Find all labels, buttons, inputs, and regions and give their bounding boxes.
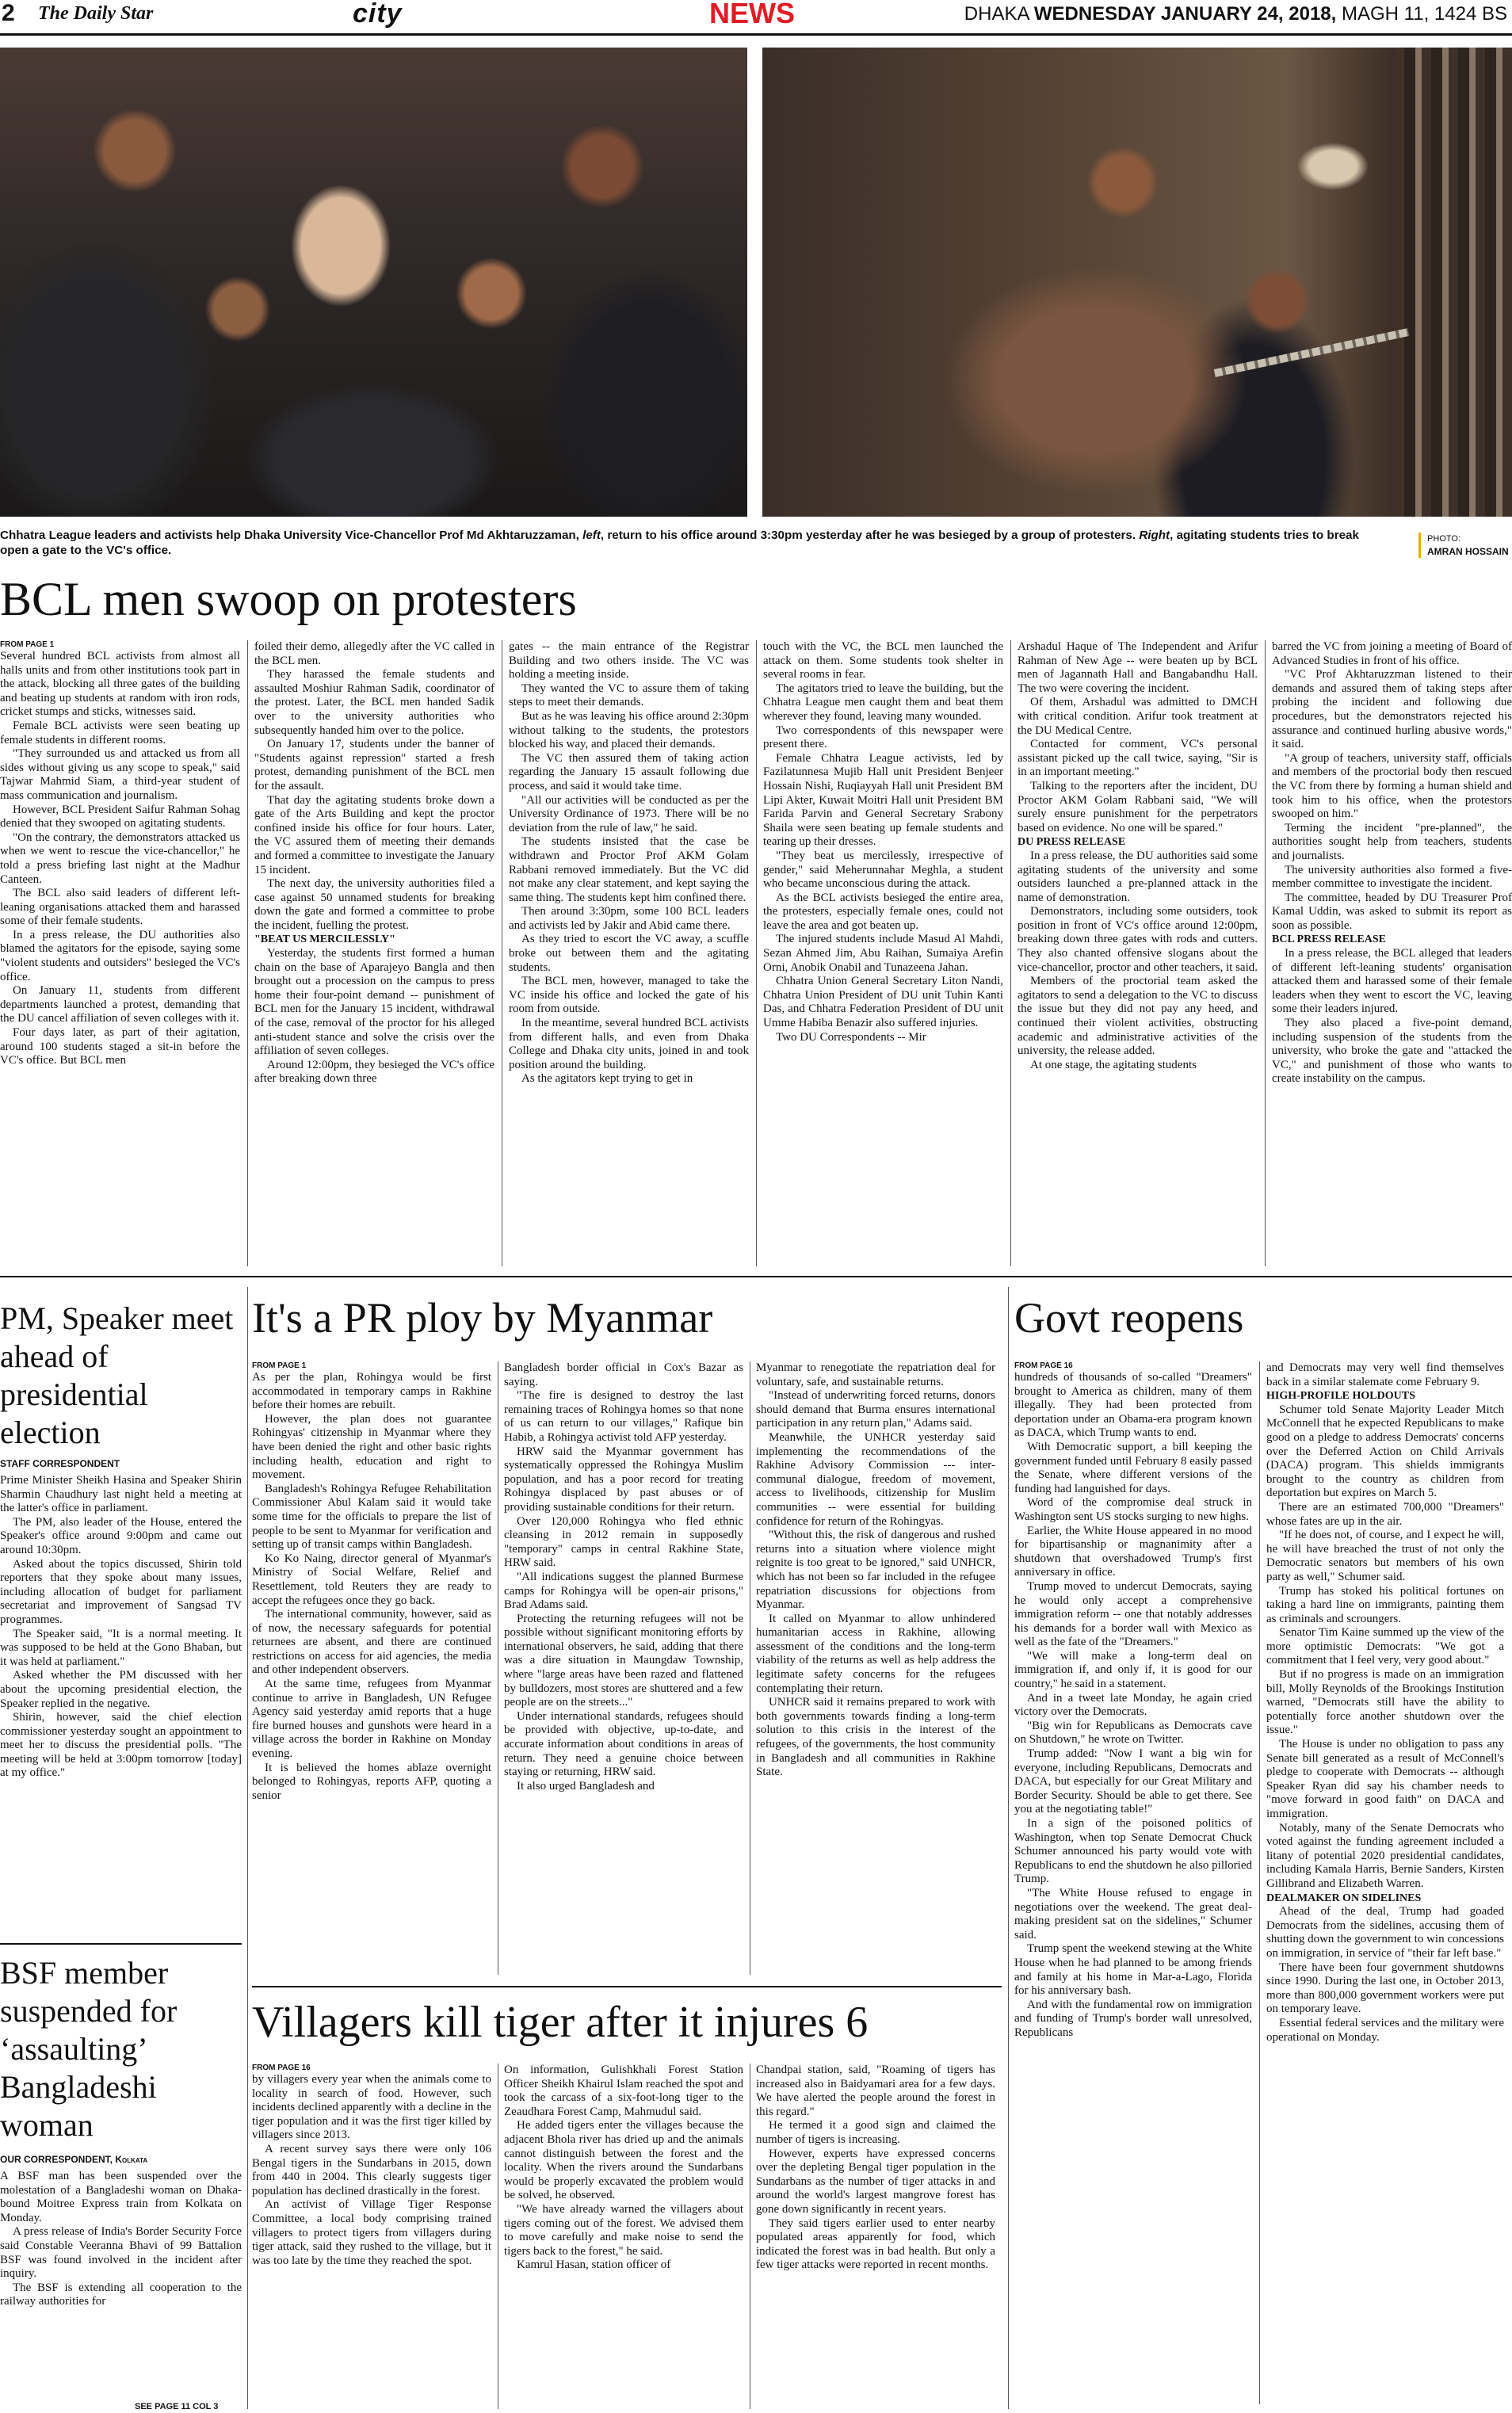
paragraph: It is believed the homes ablaze overnight belonged to Rohingyas, reports AFP, quoting a senior [252, 1761, 491, 1802]
paragraph: He termed it a good sign and claimed the number of tigers is increasing. [756, 2119, 995, 2146]
paragraph: Meanwhile, the UNHCR yesterday said implementing the recommendations of the Rakhine Advisory Commission --- inter-communal dialogue, freedom of movement, access to livelihoods, citizenship for Muslim communities -- were essential for building confidence for return of the Rohingyas. [756, 1430, 995, 1528]
section-divider [252, 1986, 1002, 1987]
from-page-label: FROM PAGE 16 [1014, 1361, 1073, 1370]
byline: STAFF CORRESPONDENT [0, 1458, 120, 1469]
paragraph: Asked whether the PM discussed with her about the upcoming presidential election, the Speaker replied in the negative. [0, 1669, 242, 1710]
photo-vc-escorted [0, 48, 747, 517]
paragraph: Four days later, as part of their agitation, around 100 students staged a sit-in before the VC's office. But BCL men [0, 1026, 240, 1067]
paragraph: Prime Minister Sheikh Hasina and Speaker Shirin Sharmin Chaudhury last night held a meeting at the latter's office in parliament. [0, 1474, 242, 1515]
paragraph: The Speaker said, "It is a normal meeting. It was supposed to be held at the Gono Bhaban, but it was held at parliament." [0, 1627, 242, 1668]
paragraph: "Big win for Republicans as Democrats cave on Shutdown," he wrote on Twitter. [1014, 1719, 1252, 1747]
paragraph: A recent survey says there were only 106 Bengal tigers in the Sundarbans in 2015, down from 440 in 2004. This clearly suggests tiger population has declined drastically in the forest. [252, 2142, 491, 2197]
paragraph: They harassed the female students and assaulted Moshiur Rahman Sadik, coordinator of the protest. Later, the BCL men handed Sadik over to the university authorities who subsequently handed him over to the police. [254, 668, 494, 737]
photo-caption [0, 528, 1379, 558]
paragraph: However, the plan does not guarantee Rohingyas' citizenship in Myanmar where they have been denied the right and other basic rights including health, education and right to movement. [252, 1412, 491, 1482]
paragraph: Of them, Arshadul was admitted to DMCH with critical condition. Arifur took treatment at the DU Medical Centre. [1018, 696, 1258, 737]
pm-article [0, 1457, 242, 1932]
paragraph: Ahead of the deal, Trump had goaded Democrats from the sidelines, accusing them of shutting down the government to win concessions on immigration, in service of "their far left base." [1266, 1905, 1504, 1960]
paragraph: Chhatra Union General Secretary Liton Nandi, Chhatra Union President of DU unit Tuhin Kanti Das, and Chhatra Federation President of DU unit Umme Habiba Benazir also suffered injuries. [763, 975, 1003, 1030]
paragraph: "We have already warned the villagers about tigers coming out of the forest. We advised them to move carefully and make noise to send the tigers back to the forest," he said. [504, 2202, 743, 2258]
paragraph: Schumer told Senate Majority Leader Mitch McConnell that he expected Republicans to make good on a pledge to address Democrats' concerns over the Deferred Action on Child Arrivals (DACA) program. This shields immigrants brought to the country as children from deportation but expires on March 5. [1266, 1403, 1504, 1500]
paragraph: Several hundred BCL activists from almost all halls units and from other institutions took part in the attack, blocking all three gates of the building and beating up students at random with iron rods, cricket stumps and sticks, witnesses said. [0, 650, 240, 719]
paragraph: "If he does not, of course, and I expect he will, he will have breached the trust of not only the Democratic senators but members of his own party as well," Schumer said. [1266, 1529, 1504, 1583]
paragraph: And in a tweet late Monday, he again cried victory over the Democrats. [1014, 1691, 1252, 1719]
from-page-label: FROM PAGE 1 [252, 1361, 307, 1370]
column-rule [247, 640, 248, 1266]
bcl-column [1018, 640, 1258, 1266]
paragraph: "On the contrary, the demonstrators attacked us when we went to rescue the vice-chancellor," he told a press briefing last night at the Madhur Canteen. [0, 830, 240, 886]
paragraph: Contacted for comment, VC's personal assistant picked up the call twice, saying, "Sir is in an important meeting." [1018, 738, 1258, 779]
subheading: DU PRESS RELEASE [1018, 836, 1126, 849]
news-label: NEWS [709, 0, 795, 29]
bcl-column [1272, 640, 1512, 1266]
column-rule [1008, 1287, 1009, 2409]
paragraph: They also placed a five-point demand, including suspension of the students from the university, who broke the gate and "attacked the VC," and punishment of those who wants to create instability on the campus. [1272, 1017, 1512, 1086]
paper-name: The Daily Star [38, 3, 154, 24]
pr-column [252, 1361, 491, 1975]
see-page-jump[interactable]: SEE PAGE 11 COL 3 [135, 2402, 219, 2411]
from-page-label: FROM PAGE 16 [252, 2064, 311, 2072]
paragraph: Protecting the returning refugees will not be possible without significant monitoring efforts by international observers, he said, adding that there was a dire situation in Maungdaw Township, where "large areas have been razed and flattened by bulldozers, most stores are shuttered and a few people are on the streets..." [504, 1612, 743, 1709]
dateline-date: WEDNESDAY JANUARY 24, 2018, [1033, 3, 1337, 25]
paragraph: However, BCL President Saifur Rahman Sohag denied that they swooped on agitating students. [0, 803, 240, 830]
bcl-column [509, 640, 749, 1266]
bcl-column [763, 640, 1003, 1266]
paragraph: and Democrats may very well find themselves back in a similar stalemate come February 9. [1266, 1361, 1504, 1388]
paragraph: The next day, the university authorities filed a case against 50 unnamed students for breaking down the gate and formed a committee to probe the incident, fuelling the protest. [254, 877, 494, 932]
paragraph: Two DU Correspondents -- Mir [776, 1030, 926, 1044]
paragraph: The university authorities also formed a five-member committee to investigate the incident. [1272, 863, 1512, 891]
caption-right-label: Right [1139, 529, 1170, 542]
subheading: "BEAT US MERCILESSLY" [254, 934, 395, 946]
paragraph: "The White House refused to engage in negotiations over the weekend. The great deal-making president sat on the sidelines," Schumer said. [1014, 1886, 1252, 1941]
paragraph: "All indications suggest the planned Burmese camps for Rohingya will be open-air prisons," Brad Adams said. [504, 1570, 743, 1612]
paragraph: "All our activities will be conducted as per the University Ordinance of 1973. There will be no deviation from the rule of law," he said. [509, 793, 749, 834]
bcl-column [254, 640, 494, 1266]
subheading: BCL PRESS RELEASE [1272, 934, 1386, 946]
tiger-column [504, 2064, 743, 2409]
paragraph: Senator Tim Kaine summed up the view of the more optimistic Democrats: "We got a commitment that I feel very, very good about." [1266, 1626, 1504, 1667]
paragraph: "We will make a long-term deal on immigration if, and only if, it is good for our country," he said in a statement. [1014, 1649, 1252, 1691]
paragraph: hundreds of thousands of so-called "Dreamers" brought to America as children, many of them illegally. They had been protected from deportation under an Obama-era program known as DACA, which Trump wants to end. [1014, 1371, 1252, 1440]
paragraph: touch with the VC, the BCL men launched the attack on them. Some students took shelter in several rooms in fear. [763, 640, 1003, 682]
paragraph: But if no progress is made on an immigration bill, Molly Reynolds of the Brookings Institution warned, "Democrats still have the ability to potentially force another shutdown over the issue." [1266, 1668, 1504, 1737]
paragraph: That day the agitating students broke down a gate of the Arts Building and kept the proctor confined inside his office for four hours. Later, the VC assured them of meeting their demands and formed a committee to investigate the January 15 incident. [254, 793, 494, 876]
paragraph: Female BCL activists were seen beating up female students in different rooms. [0, 719, 240, 746]
bsf-article [0, 2152, 242, 2401]
paragraph: There have been four government shutdowns since 1990. During the last one, in October 2013, more than 800,000 government workers were put on temporary leave. [1266, 1961, 1504, 2016]
paragraph: The injured students include Masud Al Mahdi, Sezan Ahmed Jim, Abu Raihan, Sumaiya Arefin Orni, Anobik Onabil and Tunazeena Jahan. [763, 933, 1003, 974]
dateline-city: DHAKA [964, 3, 1034, 25]
paragraph: Kamrul Hasan, station officer of [517, 2258, 671, 2272]
paragraph: The committee, headed by DU Treasurer Prof Kamal Uddin, was asked to submit its report as soon as possible. [1272, 891, 1512, 932]
byline: OUR CORRESPONDENT, Kolkata [0, 2154, 148, 2165]
photo-credit [1418, 533, 1512, 558]
paragraph: The VC then assured them of taking action regarding the January 15 assault following due process, and said it would take time. [509, 751, 749, 792]
caption-text: Chhatra League leaders and activists help Dhaka University Vice-Chancellor Prof Md Akhtaruzzaman, [0, 529, 583, 542]
gate-bars-graphic [1404, 48, 1512, 517]
paragraph: In a press release, the DU authorities also blamed the agitators for the episode, saying some "violent students and outsiders" besieged the VC's office. [0, 928, 240, 983]
paragraph: The BSF is extending all cooperation to the railway authorities for [0, 2281, 242, 2308]
paragraph: Terming the incident "pre-planned", the authorities sought help from teachers, students and journalists. [1272, 821, 1512, 862]
subheading: HIGH-PROFILE HOLDOUTS [1266, 1390, 1415, 1403]
caption-text: , return to his office around 3:30pm yesterday after he was besieged by a group of protesters. [600, 529, 1140, 542]
paragraph: The PM, also leader of the House, entered the Speaker's office around 9:00pm and came out around 10:30pm. [0, 1515, 242, 1556]
caption-text: , agitating students tries to break open a gate to the VC's office. [0, 529, 1359, 557]
paragraph: In the meantime, several hundred BCL activists from different halls, and even from Dhaka College and Dhaka city units, joined in and took position around the building. [509, 1017, 749, 1071]
paragraph: The agitators tried to leave the building, but the Chhatra League men caught them and beat them wherever they found, leaving many wounded. [763, 682, 1003, 723]
paragraph: As they tried to escort the VC away, a scuffle broke out between them and the agitating students. [509, 933, 749, 974]
paragraph: Yesterday, the students first formed a human chain on the base of Aparajeyo Bangla and then brought out a procession on the campus to press home their four-point demand -- punishment of BCL men for the January 15 incident, withdrawal of the case, removal of the proctor for his alleged anti-student stance and solve the crisis over the affiliation of seven colleges. [254, 947, 494, 1058]
paragraph: In a press release, the BCL alleged that leaders of different left-leaning students' organisation attacked them and harassed some of their female leaders when they went to escort the VC, leaving some their leaders injured. [1272, 947, 1512, 1016]
paragraph: Under international standards, refugees should be provided with objective, up-to-date, and accurate information about conditions in areas of return. They need a genuine choice between staying or returning, HRW said. [504, 1709, 743, 1779]
paragraph: Chandpai station, said, "Roaming of tigers has increased also in Baidyamari area for a few days. We have alerted the people around the forest in this regard." [756, 2064, 995, 2118]
caption-left-label: left [582, 529, 601, 542]
paragraph: by villagers every year when the animals come to locality in search of food. However, such incidents declined apparently with a decline in the tiger population and it was the first tiger killed by villagers since 2013. [252, 2073, 491, 2142]
paragraph: Trump moved to undercut Democrats, saying he would only accept a comprehensive immigration reform -- one that notably addresses his demands for a border wall with Mexico as well as the fate of the "Dreamers." [1014, 1579, 1252, 1649]
masthead-rule [0, 33, 1512, 36]
paragraph: Myanmar to renegotiate the repatriation deal for voluntary, safe, and sustainable returns. [756, 1361, 995, 1388]
tiger-column [252, 2064, 491, 2409]
paragraph: A BSF man has been suspended over the molestation of a Bangladeshi woman on Dhaka-bound Moitree Express train from Kolkata on Monday. [0, 2170, 242, 2224]
paragraph: At one stage, the agitating students [1030, 1058, 1197, 1071]
column-rule [247, 1287, 248, 2409]
paragraph: Arshadul Haque of The Independent and Arifur Rahman of New Age -- were beaten up by BCL men of Jagannath Hall and Bangabandhu Hall. The two were covering the incident. [1018, 640, 1258, 695]
paragraph: The BCL also said leaders of different left-leaning organisations attacked them and harassed some of their female students. [0, 887, 240, 928]
paragraph: In a press release, the DU authorities said some agitating students of the university and some outsiders launched a pre-planned attack in the name of demonstration. [1018, 849, 1258, 904]
paragraph: Asked about the topics discussed, Shirin told reporters that they spoke about many issues, including allocation of budget for parliament secretariat and improvement of Sangsad TV programmes. [0, 1557, 242, 1626]
pr-column [756, 1361, 995, 1975]
paragraph: Female Chhatra League activists, led by Fazilatunnesa Mujib Hall unit President Benjeer Hossain Nishi, Ruqiayyah Hall unit President BM Lipi Akter, Kuwait Moitri Hall unit President BM Farida Parvin and General Secretary Srabony Shaila were seen beating up female students and tearing up their dresses. [763, 751, 1003, 849]
paragraph: As the BCL activists besieged the entire area, the protesters, especially female ones, could not leave the area and got beaten up. [763, 891, 1003, 932]
paragraph: "Without this, the risk of dangerous and rushed returns into a situation where violence might reignite is too great to be ignored," said UNHCR, which has not been so far included in the refugee repatriation discussions for objections from Myanmar. [756, 1529, 995, 1612]
subheading: DEALMAKER ON SIDELINES [1266, 1892, 1422, 1904]
paragraph: It also urged Bangladesh and [517, 1779, 655, 1793]
paragraph: On January 17, students under the banner of "Students against repression" started a fresh protest, demanding punishment of the BCL men for the assault. [254, 738, 494, 792]
paragraph: They said tigers earlier used to enter nearby populated areas apparently for food, which indicated the forest was in bad health. But only a few tiger attacks were reported in recent months. [756, 2216, 995, 2272]
paragraph: "A group of teachers, university staff, officials and members of the proctorial body then rescued the VC from there by forming a human shield and took him to his office, when the protestors swooped on him." [1272, 751, 1512, 821]
paragraph: The BCL men, however, managed to take the VC inside his office and locked the gate of his room from outside. [509, 975, 749, 1016]
headline-myanmar: It's a PR ploy by Myanmar [252, 1294, 713, 1342]
paragraph: UNHCR said it remains prepared to work with both governments towards finding a long-term solution to this crisis in the interest of the refugees, of the governments, the host community in Bangladesh and all communities in Rakhine State. [756, 1696, 995, 1779]
paragraph: Two correspondents of this newspaper were present there. [763, 724, 1003, 751]
govt-column [1266, 1361, 1504, 2404]
paragraph: He added tigers enter the villages because the adjacent Bhola river has dried up and the animals cannot distinguish between the forest and the locality. When the rivers around the Sundarbans would be properly excavated the problem would be solved, he observed. [504, 2119, 743, 2202]
paragraph: Bangladesh's Rohingya Refugee Rehabilitation Commissioner Abul Kalam said it would take some time for the officials to prepare the list of people to be sent to Myanmar for verification and setting up of transit camps within Bangladesh. [252, 1482, 491, 1552]
headline-govt-reopens: Govt reopens [1014, 1294, 1244, 1342]
paragraph: Earlier, the White House appeared in no mood for bipartisanship or magnanimity after a shutdown that overshadowed Trump's first anniversary in office. [1014, 1524, 1252, 1579]
paragraph: It called on Myanmar to allow unhindered humanitarian access in Rakhine, allowing assessment of the conditions and the long-term viability of the returns as well as help address the legitimate safety concerns for the refugees contemplating their return. [756, 1612, 995, 1695]
pr-column [504, 1361, 743, 1975]
paragraph: With Democratic support, a bill keeping the government funded until February 8 easily passed the Senate, where different versions of the funding had languished for days. [1014, 1440, 1252, 1495]
paragraph: Then around 3:30pm, some 100 BCL leaders and activists led by Jakir and Abid came there. [509, 905, 749, 932]
headline-bsf: BSF member suspended for ‘assaulting’ Bangladeshi woman [0, 1955, 178, 2143]
dateline [964, 3, 1507, 25]
headline-bcl: BCL men swoop on protesters [0, 573, 577, 625]
paragraph: On January 11, students from different departments launched a protest, demanding that the DU cancel affiliation of seven colleges with it. [0, 984, 240, 1025]
paragraph: "They surrounded us and attacked us from all sides without giving us any scope to speak," said Tajwar Mahmid Siam, a third-year student of mass communication and journalism. [0, 747, 240, 802]
masthead [0, 0, 1512, 32]
section-label: city [353, 0, 403, 29]
govt-column [1014, 1361, 1252, 2404]
paragraph: Ko Ko Naing, director general of Myanmar's Ministry of Social Welfare, Relief and Resettlement, told Reuters they are ready to accept the refugees once they go back. [252, 1552, 491, 1607]
column-rule [1010, 640, 1011, 1266]
column-rule [1259, 1361, 1260, 2404]
paragraph: HRW said the Myanmar government has systematically oppressed the Rohingya Muslim population, and has a poor record for treating Rohingya displaced by past abuses or of providing sustainable conditions for their return. [504, 1445, 743, 1514]
paragraph: Bangladesh border official in Cox's Bazar as saying. [504, 1361, 743, 1388]
paragraph: But as he was leaving his office around 2:30pm without talking to the students, the protestors blocked his way, and placed their demands. [509, 709, 749, 751]
paragraph: At the same time, refugees from Myanmar continue to arrive in Bangladesh, UN Refugee Agency said yesterday amid reports that a huge fire burned houses and gunshots were heard in a village across the border in Rakhine on Monday evening. [252, 1678, 491, 1761]
paragraph: The students insisted that the case be withdrawn and Proctor Prof AKM Golam Rabbani removed immediately. But the VC did not make any clear statement, and kept saying the same thing. The students kept him confined there. [509, 835, 749, 904]
paragraph: "Instead of underwriting forced returns, donors should demand that Burma ensures international participation in any return plan," Adams said. [756, 1389, 995, 1430]
paragraph: Around 12:00pm, they besieged the VC's office after breaking down three [254, 1058, 494, 1086]
paragraph: Trump added: "Now I want a big win for everyone, including Republicans, Democrats and DACA, but especially for our Great Military and Border Security. Should be able to get there. See you at the negotiating table!" [1014, 1747, 1252, 1816]
paragraph: "VC Prof Akhtaruzzman listened to their demands and assured them of taking steps after probing the incident and following due procedures, but the demonstrators rejected his assurance and continued hurling abusive words," it said. [1272, 668, 1512, 751]
paragraph: An activist of Village Tiger Response Committee, a local body comprising trained villagers to protect tigers from villagers during tiger attack, said they rushed to the village, but it was too late by the time they reached the spot. [252, 2198, 491, 2267]
paragraph: On information, Gulishkhali Forest Station Officer Sheikh Khairul Islam reached the spot and took the carcass of a six-foot-long tiger to the Zeaudhara Forest Camp, Mahmudul said. [504, 2064, 743, 2118]
paragraph: gates -- the main entrance of the Registrar Building and two others inside. The VC was holding a meeting inside. [509, 640, 749, 682]
section-divider [0, 1276, 1512, 1277]
bcl-column [0, 640, 240, 1266]
paragraph: Notably, many of the Senate Democrats who voted against the funding agreement included a litany of potential 2020 presidential candidates, including Kamala Harris, Bernie Sanders, Kirsten Gillibrand and Elizabeth Warren. [1266, 1821, 1504, 1890]
from-page-label: FROM PAGE 1 [0, 640, 55, 649]
column-rule [756, 640, 757, 1266]
paragraph: However, experts have expressed concerns over the depleting Bengal tiger population in the Sundarbans as the number of tiger attacks in and around the world's largest mangrove forest has gone down significantly in recent years. [756, 2147, 995, 2216]
paragraph: Shirin, however, said the chief election commissioner yesterday sought an appointment to meet her to discuss the presidential polls. "The meeting will be held at 3:00pm tomorrow [today] at my office." [0, 1711, 242, 1780]
paragraph: Trump has stoked his political fortunes on taking a hard line on immigrants, painting them as criminals and scroungers. [1266, 1584, 1504, 1625]
column-rule [1265, 640, 1266, 1266]
paragraph: Talking to the reporters after the incident, DU Proctor AKM Golam Rabbani said, "We will surely ensure punishment for the perpetrators based on evidence. No one will be spared." [1018, 779, 1258, 834]
paragraph: They wanted the VC to assure them of taking steps to meet their demands. [509, 682, 749, 709]
paragraph: Word of the compromise deal struck in Washington sent US stocks surging to new highs. [1014, 1496, 1252, 1523]
paragraph: The international community, however, said as of now, the necessary safeguards for potential returnees are absent, and there are continued restrictions on access for aid agencies, the media and other independent observers. [252, 1608, 491, 1677]
page-number: 2 [2, 0, 15, 26]
paragraph: Essential federal services and the military were operational on Monday. [1266, 2016, 1504, 2044]
paragraph: Over 120,000 Rohingya who fled ethnic cleansing in 2012 remain in supposedly "temporary" camps in central Rakhine State, HRW said. [504, 1514, 743, 1570]
paragraph: A press release of India's Border Security Force said Constable Veeranna Bhavi of 99 Battalion BSF was found involved in the incident after inquiry. [0, 2225, 242, 2281]
paragraph: And with the fundamental row on immigration and funding of Trump's border wall unresolved, Republicans [1014, 1998, 1252, 2039]
paragraph: barred the VC from joining a meeting of Board of Advanced Studies in front of his office. [1272, 640, 1512, 667]
paragraph: "They beat us mercilessly, irrespective of gender," said Meherunnahar Meghla, a student who became unconscious during the attack. [763, 849, 1003, 891]
paragraph: foiled their demo, allegedly after the VC called in the BCL men. [254, 640, 494, 667]
paragraph: In a sign of the poisoned politics of Washington, when top Senate Democrat Chuck Schumer announced his party would vote with Republicans to end the shutdown he also pilloried Trump. [1014, 1817, 1252, 1886]
photo-credit-label: PHOTO: [1427, 534, 1460, 544]
photo-credit-name: AMRAN HOSSAIN [1427, 546, 1509, 557]
paragraph: There are an estimated 700,000 "Dreamers" whose fates are up in the air. [1266, 1500, 1504, 1528]
headline-tiger: Villagers kill tiger after it injures 6 [252, 1998, 869, 2047]
dateline-bangla-date: MAGH 11, 1424 BS [1336, 3, 1507, 25]
paragraph: The House is under no obligation to pass any Senate bill generated as a result of McConnell's pledge to cooperate with Democrats -- although Speaker Ryan did say his chamber needs to "move forward in good faith" on DACA and immigration. [1266, 1738, 1504, 1820]
paragraph: Members of the proctorial team asked the agitators to send a delegation to the VC to discuss the issue but they did not pay any heed, and continued their violent activities, obstructing academic and administrative activities of the university, the release added. [1018, 975, 1258, 1058]
section-divider [0, 1943, 242, 1945]
paragraph: As per the plan, Rohingya would be first accommodated in temporary camps in Rakhine before their homes are rebuilt. [252, 1371, 491, 1412]
headline-pm-speaker: PM, Speaker meet ahead of presidential election [0, 1300, 234, 1450]
paragraph: Trump spent the weekend stewing at the White House when he had planned to be among friends and family at his home in Mar-a-Lago, Florida for his anniversary bash. [1014, 1942, 1252, 1998]
paragraph: "The fire is designed to destroy the last remaining traces of Rohingya homes so that none of us can return to our villages," Rafique bin Habib, a Rohingya activist told AFP yesterday. [504, 1389, 743, 1444]
photo-gate-break [762, 48, 1512, 517]
paragraph: As the agitators kept trying to get in [521, 1072, 693, 1086]
paragraph: Demonstrators, including some outsiders, took position in front of VC's office around 12:00pm, breaking down three gates with rods and cutters. They also chanted offensive slogans about the vice-chancellor, proctor and other teachers, it said. [1018, 905, 1258, 974]
tiger-column [756, 2064, 995, 2409]
